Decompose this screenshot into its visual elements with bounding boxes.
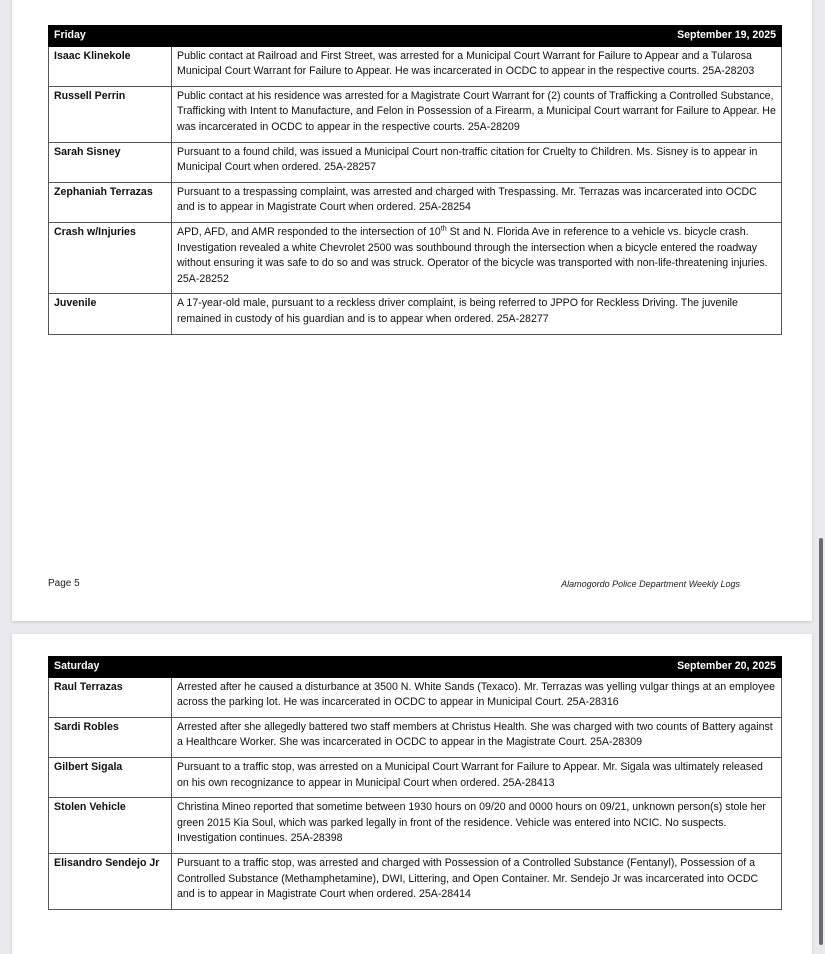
document-page-5 xyxy=(12,0,812,621)
entry-description: Pursuant to a found child, was issued a Municipal Court non-traffic citation for Cruelty to Children. Ms. Sisney is to appear in Municipal Court when ordered. 25A-28257 xyxy=(172,142,782,182)
entry-description: Arrested after she allegedly battered two staff members at Christus Health. She was charged with two counts of Battery against a Healthcare Worker. She was incarcerated in OCDC to appear in the Magistrate Court. 25A-28309 xyxy=(172,717,782,757)
entry-description: A 17-year-old male, pursuant to a reckless driver complaint, is being referred to JPPO for Reckless Driving. The juvenile remained in custody of his guardian and is to appear when ordered. 25A-28277 xyxy=(172,294,782,334)
saturday-log-table xyxy=(48,656,782,910)
date-label: September 20, 2025 xyxy=(172,657,782,678)
table-row xyxy=(49,222,782,293)
entry-description: Pursuant to a traffic stop, was arrested and charged with Possession of a Controlled Substance (Fentanyl), Possession of a Controlled Substance (Methamphetamine), DWI, Littering, and Open Container. Mr. Sendejo Jr was incarcerated into OCDC and is to appear in Magistrate Court when ordered. 25A-28414 xyxy=(172,853,782,909)
entry-subject: Zephaniah Terrazas xyxy=(49,182,172,222)
entry-description: Arrested after he caused a disturbance at 3500 N. White Sands (Texaco). Mr. Terrazas was yelling vulgar things at an employee across the parking lot. He was incarcerated in OCDC to appear in Municipal Court. 25A-28316 xyxy=(172,677,782,717)
entry-text-part: APD, AFD, and AMR responded to the intersection of 10 xyxy=(177,225,441,238)
table-row xyxy=(49,86,782,142)
document-page-6 xyxy=(12,634,812,954)
entry-subject: Stolen Vehicle xyxy=(49,798,172,854)
entry-subject: Raul Terrazas xyxy=(49,677,172,717)
entry-subject: Gilbert Sigala xyxy=(49,757,172,797)
entry-description: Pursuant to a trespassing complaint, was arrested and charged with Trespassing. Mr. Terrazas was incarcerated into OCDC and is to appear in Magistrate Court when ordered. 25A-28254 xyxy=(172,182,782,222)
entry-subject: Crash w/Injuries xyxy=(49,222,172,293)
table-row xyxy=(49,717,782,757)
entry-description: Public contact at Railroad and First Street, was arrested for a Municipal Court Warrant for Failure to Appear and a Tularosa Municipal Court Warrant for Failure to Appear. He was incarcerated in OCDC to appear in the respective courts. 25A-28203 xyxy=(172,46,782,86)
entry-subject: Russell Perrin xyxy=(49,86,172,142)
table-row xyxy=(49,677,782,717)
day-label: Friday xyxy=(49,26,172,47)
friday-log-table xyxy=(48,25,782,335)
entry-subject: Isaac Klinekole xyxy=(49,46,172,86)
entry-subject: Juvenile xyxy=(49,294,172,334)
table-header-row xyxy=(49,657,782,678)
vertical-scrollbar[interactable] xyxy=(817,0,825,945)
scrollbar-thumb[interactable] xyxy=(819,538,823,945)
entry-text-part: St and N. Florida Ave in reference to a vehicle vs. bicycle crash. Investigation revealed a white Chevrolet 2500 was southbound through the intersection when a bicycle entered the roadway without ensuring it was safe to do so and was struck. Operator of the bicycle was transported with non-life-threatening injuries. 25A-28252 xyxy=(177,225,768,285)
table-row xyxy=(49,853,782,909)
day-label: Saturday xyxy=(49,657,172,678)
entry-description: Christina Mineo reported that sometime between 1930 hours on 09/20 and 0000 hours on 09/21, unknown person(s) stole her green 2015 Kia Soul, which was parked legally in front of the residence. Vehicle was entered into NCIC. No suspects. Investigation continues. 25A-28398 xyxy=(172,798,782,854)
page-number: Page 5 xyxy=(48,578,80,589)
footer-department-title: Alamogordo Police Department Weekly Logs xyxy=(561,579,740,589)
ordinal-suffix: th xyxy=(440,225,447,233)
date-label: September 19, 2025 xyxy=(172,26,782,47)
entry-subject: Sarah Sisney xyxy=(49,142,172,182)
entry-subject: Elisandro Sendejo Jr xyxy=(49,853,172,909)
table-row xyxy=(49,757,782,797)
entry-description xyxy=(172,222,782,293)
table-row xyxy=(49,798,782,854)
table-row xyxy=(49,46,782,86)
entry-description: Pursuant to a traffic stop, was arrested on a Municipal Court Warrant for Failure to Appear. Mr. Sigala was ultimately released on his own recognizance to appear in Municipal Court when ordered. 25A-28413 xyxy=(172,757,782,797)
table-row xyxy=(49,182,782,222)
entry-subject: Sardi Robles xyxy=(49,717,172,757)
table-row xyxy=(49,294,782,334)
entry-description: Public contact at his residence was arrested for a Magistrate Court Warrant for (2) counts of Trafficking a Controlled Substance, Trafficking with Intent to Manufacture, and Felon in Possession of a Firearm, a Municipal Court warrant for Failure to Appear. He was incarcerated in OCDC to appear in the respective courts. 25A-28209 xyxy=(172,86,782,142)
table-row xyxy=(49,142,782,182)
table-header-row xyxy=(49,26,782,47)
